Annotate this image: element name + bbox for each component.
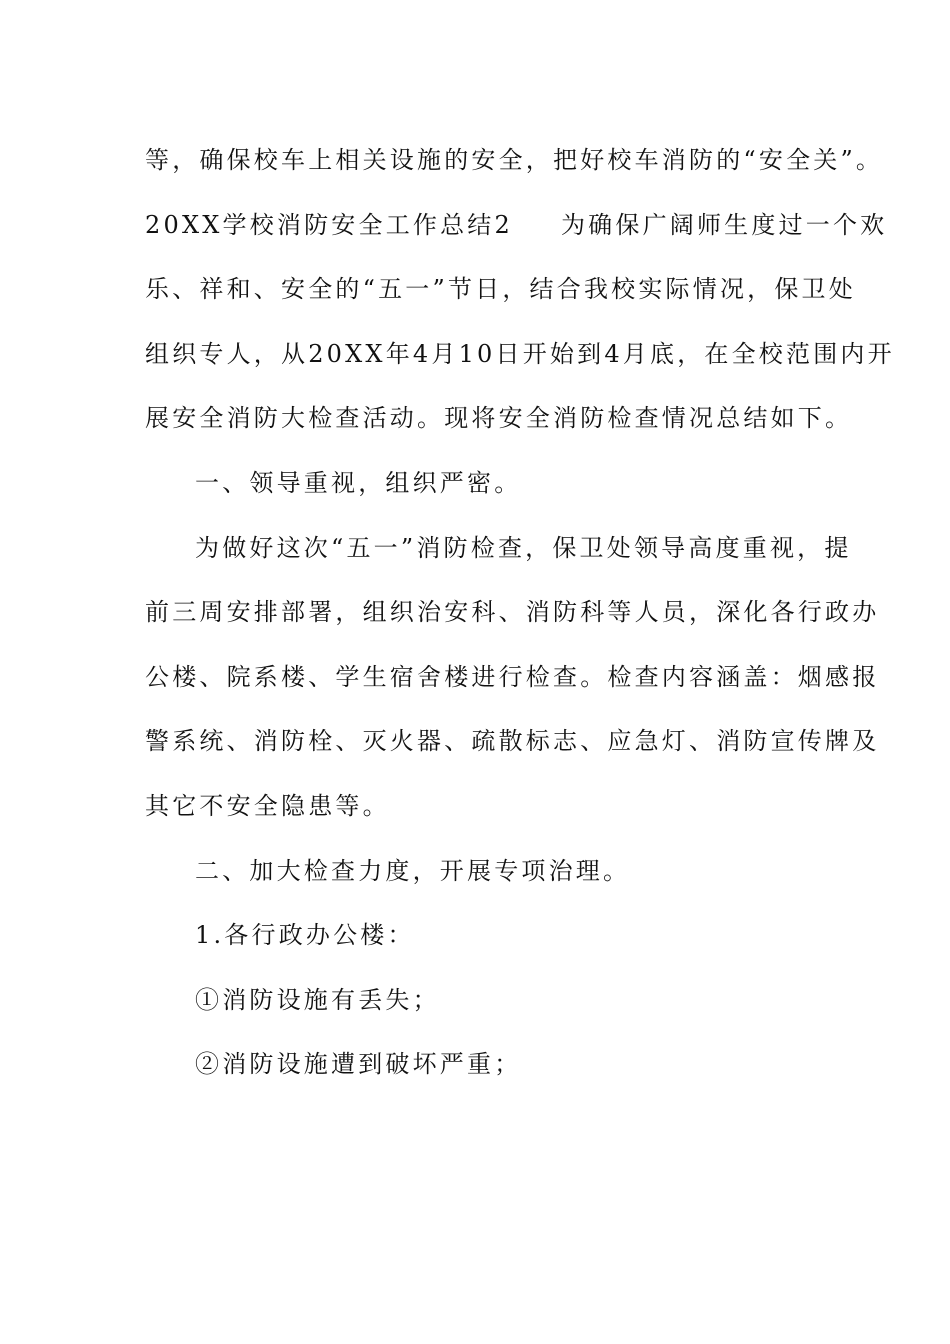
text-line: 展安全消防大检查活动。现将安全消防检查情况总结如下。 <box>145 404 853 433</box>
text-line: 前三周安排部署，组织治安科、消防科等人员，深化各行政办 <box>145 598 880 627</box>
text-line: 乐、祥和、安全的“五一”节日，结合我校实际情况，保卫处 <box>145 275 856 304</box>
text-line: 警系统、消防栓、灭火器、疏散标志、应急灯、消防宣传牌及 <box>145 727 880 756</box>
subheading-2: 二、加大检查力度，开展专项治理。 <box>195 856 631 885</box>
text-line: 组织专人，从20XX年4月10日开始到4月底，在全校范围内开 <box>145 339 895 368</box>
text-line: 其它不安全隐患等。 <box>145 791 390 820</box>
list-item: ①消防设施有丢失； <box>195 985 440 1014</box>
paragraph-first-line: 为做好这次“五一”消防检查，保卫处领导高度重视，提 <box>195 533 852 562</box>
text-line-with-heading <box>145 193 888 258</box>
text-line: 等，确保校车上相关设施的安全，把好校车消防的“安全关”。 <box>145 146 884 174</box>
subheading-1: 一、领导重视，组织严密。 <box>195 468 522 497</box>
paragraph-start: 为确保广阔师生度过一个欢 <box>560 210 888 239</box>
list-heading: 1.各行政办公楼： <box>195 921 415 950</box>
document-body <box>145 128 895 1097</box>
section-heading: 20XX学校消防安全工作总结2 <box>145 210 513 239</box>
text-line: 公楼、院系楼、学生宿舍楼进行检查。检查内容涵盖：烟感报 <box>145 662 880 691</box>
list-item: ②消防设施遭到破坏严重； <box>195 1050 522 1079</box>
